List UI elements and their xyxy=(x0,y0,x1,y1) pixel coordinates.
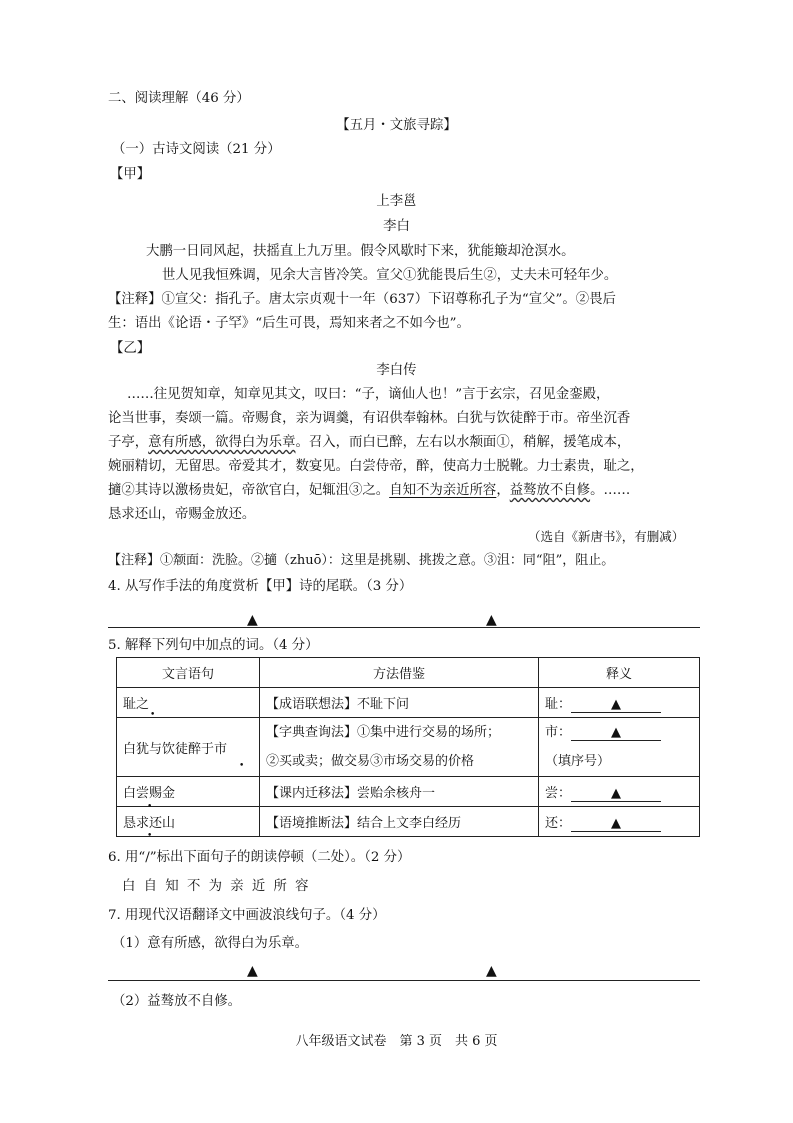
poem-title: 上李邕 xyxy=(376,194,417,209)
poem-line-1: 大鹏一日同风起，扶摇直上九万里。假令风歇时下来，犹能簸却沧溟水。 xyxy=(146,244,575,259)
meaning-cell[interactable]: 尝： ▲ xyxy=(539,777,700,807)
prose-line-5: 擿②其诗以激杨贵妃，帝欲官白，妃辄沮③之。自知不为亲近所容，益骜放不自修。…… xyxy=(108,483,631,498)
prose-line-3: 子亭，意有所感，欲得白为乐章。召入，而白已醉，左右以水颒面①，稍解，援笔成本， xyxy=(108,435,631,450)
answer-blank: ▲ xyxy=(571,787,661,802)
prose-source: （选自《新唐书》，有删减） xyxy=(528,529,685,544)
emphasis-dot: • xyxy=(147,802,153,812)
method-cell: 【课内迁移法】尝贻余核舟一 xyxy=(260,777,539,807)
underlined-sentence: 自知不为亲近所容 xyxy=(389,483,497,498)
emphasis-dot: • xyxy=(239,761,245,771)
answer-line[interactable] xyxy=(108,627,700,628)
pause-sentence[interactable]: 白 自 知 不 为 亲 近 所 容 xyxy=(122,879,311,894)
meaning-cell[interactable]: 市： ▲ （填序号） xyxy=(539,718,700,777)
question-5: 5. 解释下列句中加点的词。（4 分） xyxy=(108,638,319,653)
sentence-cell: 白犹与饮徒醉于市 xyxy=(117,718,260,777)
jia-label: 【甲】 xyxy=(110,167,151,182)
question-7-1: （1）意有所感，欲得白为乐章。 xyxy=(112,936,308,951)
method-cell: 【成语联想法】不耻下问 xyxy=(260,688,539,718)
table-header-row xyxy=(117,658,700,688)
table-row xyxy=(117,688,700,718)
answer-marker: ▲ xyxy=(486,963,497,979)
word-table xyxy=(116,657,700,837)
note2: 【注释】①颒面：洗脸。②擿（zhuō）：这里是挑剔、挑拨之意。③沮：同“阻”，阻止。 xyxy=(108,553,615,568)
poem-author: 李白 xyxy=(383,219,410,234)
answer-marker: ▲ xyxy=(486,612,497,628)
prose-line-4: 婉丽精切，无留思。帝爱其才，数宴见。白尝侍帝，醉，使高力士脱靴。力士素贵，耻之， xyxy=(108,459,644,474)
prose-line-2: 论当世事，奏颂一篇。帝赐食，亲为调羹，有诏供奉翰林。白犹与饮徒醉于市。帝坐沉香 xyxy=(108,411,631,426)
prose-title: 李白传 xyxy=(376,363,417,378)
table-row xyxy=(117,807,700,837)
method-cell: 【语境推断法】结合上文李白经历 xyxy=(260,807,539,837)
answer-blank: ▲ xyxy=(571,726,661,741)
answer-blank: ▲ xyxy=(571,698,661,713)
sentence-cell: 白尝赐金 xyxy=(117,777,260,807)
question-7-2: （2）益骜放不自修。 xyxy=(112,994,242,1009)
table-header: 释义 xyxy=(539,658,700,688)
part1-title: （一）古诗文阅读（21 分） xyxy=(112,142,281,157)
wavy-sentence-1: 意有所感，欲得白为乐章 xyxy=(148,435,296,450)
answer-marker: ▲ xyxy=(247,612,258,628)
question-4: 4. 从写作手法的角度赏析【甲】诗的尾联。（3 分） xyxy=(108,579,413,594)
method-cell: 【字典查询法】①集中进行交易的场所； ②买或卖；做交易③市场交易的价格 xyxy=(260,718,539,777)
theme-title: 【五月・文旅寻踪】 xyxy=(336,118,457,133)
table-header: 方法借鉴 xyxy=(260,658,539,688)
prose-line-6: 恳求还山，帝赐金放还。 xyxy=(108,507,256,522)
note1-line-1: 【注释】①宣父：指孔子。唐太宗贞观十一年（637）下诏尊称孔子为“宣父”。②畏后 xyxy=(108,292,616,307)
question-7: 7. 用现代汉语翻译文中画波浪线句子。（4 分） xyxy=(108,908,386,923)
sentence-cell: 恳求还山 xyxy=(117,807,260,837)
prose-line-1: ……往见贺知章，知章见其文，叹曰：“子，谪仙人也！”言于玄宗，召见金銮殿， xyxy=(127,387,610,402)
meaning-cell[interactable]: 耻： ▲ xyxy=(539,688,700,718)
note1-line-2: 生：语出《论语・子罕》“后生可畏，焉知来者之不如今也”。 xyxy=(108,316,470,331)
emphasis-dot: • xyxy=(147,831,153,841)
table-header: 文言语句 xyxy=(117,658,260,688)
page-footer: 八年级语文试卷 第 3 页 共 6 页 xyxy=(295,1034,498,1049)
emphasis-dot: • xyxy=(150,710,156,720)
section-title: 二、阅读理解（46 分） xyxy=(108,91,250,106)
answer-line[interactable] xyxy=(108,980,700,981)
meaning-cell[interactable]: 还： ▲ xyxy=(539,807,700,837)
answer-marker: ▲ xyxy=(247,963,258,979)
yi-label: 【乙】 xyxy=(110,341,151,356)
sentence-cell: 耻之 xyxy=(117,688,260,718)
question-6: 6. 用“/”标出下面句子的朗读停顿（二处）。（2 分） xyxy=(108,850,411,865)
table-row xyxy=(117,777,700,807)
table-row xyxy=(117,718,700,777)
poem-line-2: 世人见我恒殊调，见余大言皆冷笑。宣父①犹能畏后生②，丈夫未可轻年少。 xyxy=(162,268,618,283)
answer-blank: ▲ xyxy=(571,817,661,832)
wavy-sentence-2: 益骜放不自修 xyxy=(509,483,591,498)
